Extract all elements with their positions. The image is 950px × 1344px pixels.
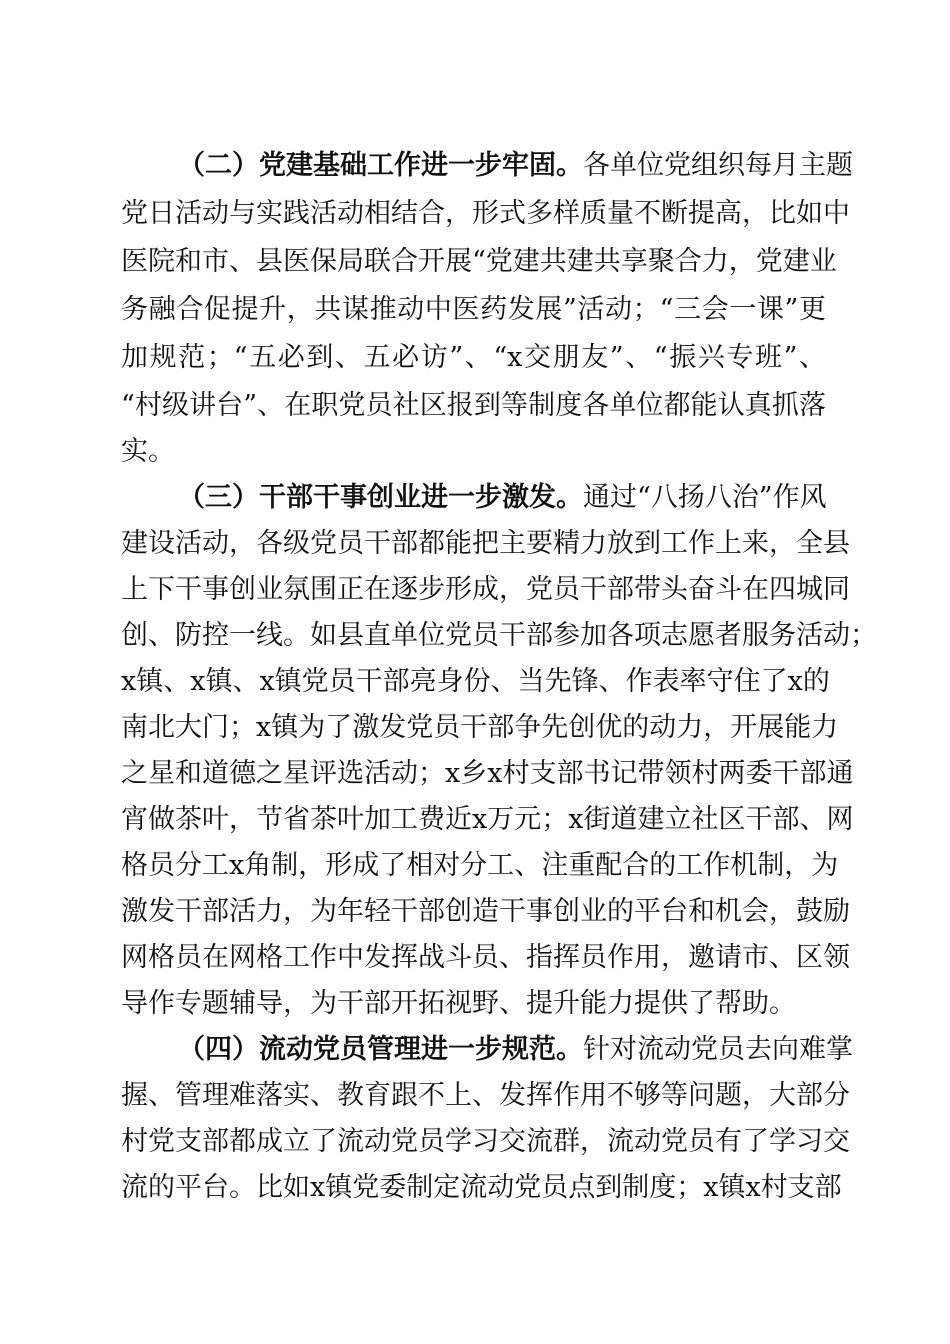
section-3-line-9: 格员分工x角制，形成了相对分工、注重配合的工作机制，为 [121, 850, 839, 881]
section-3-line-2: 建设活动，各级党员干部都能把主要精力放到工作上来，全县 [121, 528, 850, 559]
section-3-line-6: 南北大门；x镇为了激发党员干部争先创优的动力，开展能力 [121, 712, 839, 743]
section-4-line-4: 流的平台。比如x镇党委制定流动党员点到制度；x镇x村支部 [121, 1172, 842, 1203]
section-2-heading: （二）党建基础工作进一步牢固。 [178, 150, 583, 181]
section-3-line-10: 激发干部活力，为年轻干部创造干事创业的平台和机会，鼓励 [121, 896, 850, 927]
section-2-line-6: “村级讲台”、在职党员社区报到等制度各单位都能认真抓落 [121, 390, 826, 421]
section-4-line-2: 握、管理难落实、教育跟不上、发挥作用不够等问题，大部分 [121, 1080, 850, 1111]
section-3-line-12: 导作专题辅导，为干部开拓视野、提升能力提供了帮助。 [121, 988, 796, 1019]
section-3-line-7: 之星和道德之星评选活动；x乡x村支部书记带领村两委干部通 [121, 758, 854, 789]
section-3-line-4: 创、防控一线。如县直单位党员干部参加各项志愿者服务活动； [121, 620, 877, 651]
section-4-first-rest: 针对流动党员去向难掌 [583, 1034, 853, 1065]
section-2-line-5: 加规范；“五必到、五必访”、“x交朋友”、“振兴专班”、 [121, 342, 826, 373]
section-2-line-1 [178, 146, 853, 186]
section-4-line-3: 村党支部都成立了流动党员学习交流群，流动党员有了学习交 [121, 1126, 850, 1157]
section-3-line-3: 上下干事创业氛围正在逐步形成，党员干部带头奋斗在四城同 [121, 574, 850, 605]
section-3-line-11: 网格员在网格工作中发挥战斗员、指挥员作用，邀请市、区领 [121, 942, 850, 973]
section-2-line-4: 务融合促提升，共谋推动中医药发展”活动；“三会一课”更 [121, 294, 826, 325]
section-2-line-3: 医院和市、县医保局联合开展“党建共建共享聚合力，党建业 [121, 246, 837, 277]
section-3-line-5: x镇、x镇、x镇党员干部亮身份、当先锋、作表率守住了x的 [121, 666, 830, 697]
section-2-first-rest: 各单位党组织每月主题 [583, 150, 853, 181]
section-3-line-8: 宵做茶叶，节省茶叶加工费近x万元；x街道建立社区干部、网 [121, 804, 854, 835]
section-2-line-7: 实。 [121, 436, 175, 467]
section-2-line-2: 党日活动与实践活动相结合，形式多样质量不断提高，比如中 [121, 198, 850, 229]
section-3-first-rest: 通过“八扬八治”作风 [583, 482, 827, 513]
section-3-heading: （三）干部干事创业进一步激发。 [178, 482, 583, 513]
section-4-heading: （四）流动党员管理进一步规范。 [178, 1034, 583, 1065]
section-4-line-1 [178, 1030, 853, 1070]
section-3-line-1 [178, 478, 826, 518]
